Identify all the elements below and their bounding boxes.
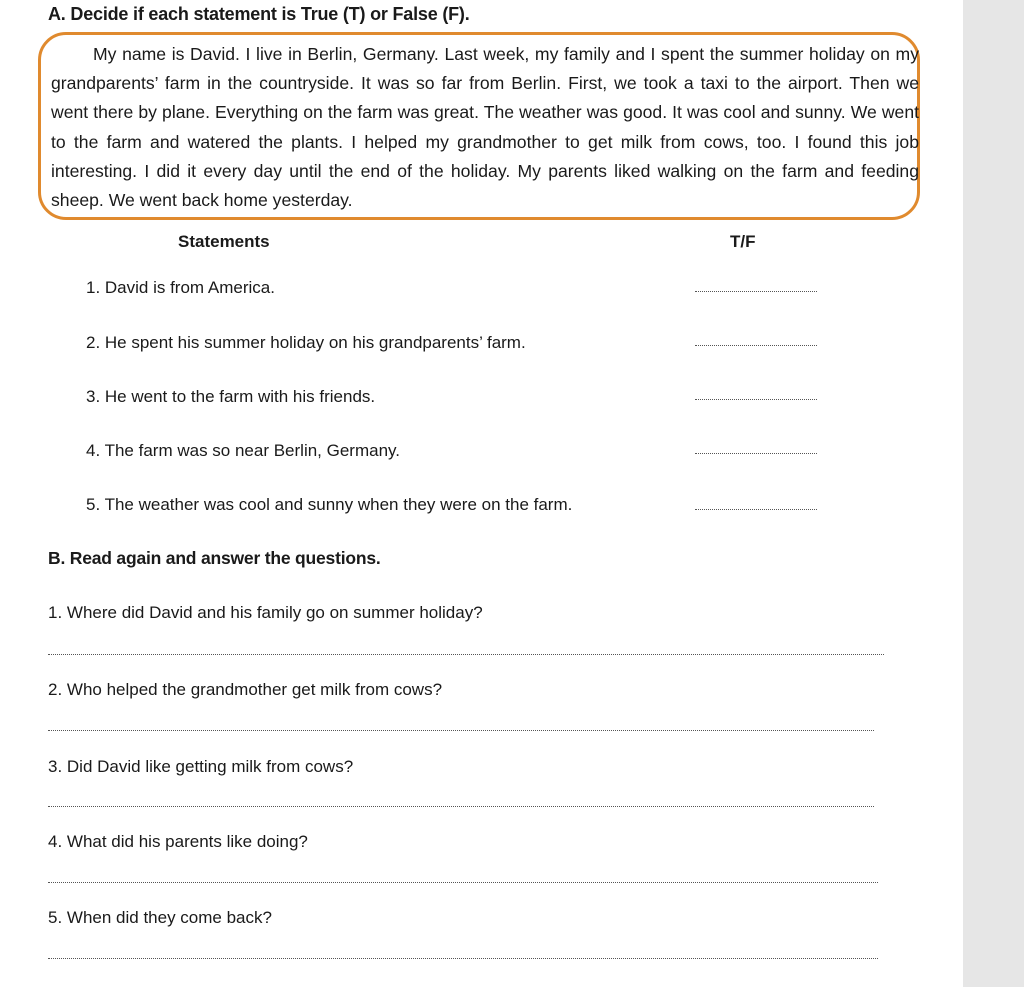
question-1: 1. Where did David and his family go on summer holiday? <box>48 603 483 622</box>
question-2: 2. Who helped the grandmother get milk from cows? <box>48 680 443 699</box>
statement-3: 3. He went to the farm with his friends. <box>86 387 376 406</box>
tf-answer-blank-1[interactable] <box>695 291 817 292</box>
tf-answer-blank-3[interactable] <box>695 399 817 400</box>
tf-answer-blank-5[interactable] <box>695 509 817 510</box>
question-3: 3. Did David like getting milk from cows? <box>48 757 354 776</box>
section-a-heading: A. Decide if each statement is True (T) or False (F). <box>48 4 470 24</box>
tf-answer-blank-2[interactable] <box>695 345 817 346</box>
section-b-heading: B. Read again and answer the questions. <box>48 548 381 568</box>
tf-answer-blank-4[interactable] <box>695 453 817 454</box>
answer-line-4[interactable] <box>48 882 878 883</box>
statements-column-header: Statements <box>178 232 270 251</box>
answer-line-2[interactable] <box>48 730 874 731</box>
tf-column-header: T/F <box>730 232 756 251</box>
answer-line-5[interactable] <box>48 958 878 959</box>
reading-passage-box <box>38 32 920 220</box>
answer-line-1[interactable] <box>48 654 884 655</box>
statement-5: 5. The weather was cool and sunny when they were on the farm. <box>86 495 573 514</box>
statement-2: 2. He spent his summer holiday on his grandparents’ farm. <box>86 333 526 352</box>
page-edge <box>963 0 1024 987</box>
answer-line-3[interactable] <box>48 806 874 807</box>
statement-4: 4. The farm was so near Berlin, Germany. <box>86 441 400 460</box>
question-5: 5. When did they come back? <box>48 908 272 927</box>
reading-passage-text: My name is David. I live in Berlin, Germany. Last week, my family and I spent the summer holiday on my grandparents’ farm in the countryside. It was so far from Berlin. First, we took a taxi to the airport. Then we went there by plane. Everything on the farm was great. The weather was good. It was cool and sunny. We went to the farm and watered the plants. I helped my grandmother to get milk from cows, too. I found this job interesting. I did it every day until the end of the holiday. My parents liked walking on the farm and feeding sheep. We went back home yesterday. <box>51 44 919 211</box>
statement-1: 1. David is from America. <box>86 278 275 297</box>
question-4: 4. What did his parents like doing? <box>48 832 308 851</box>
